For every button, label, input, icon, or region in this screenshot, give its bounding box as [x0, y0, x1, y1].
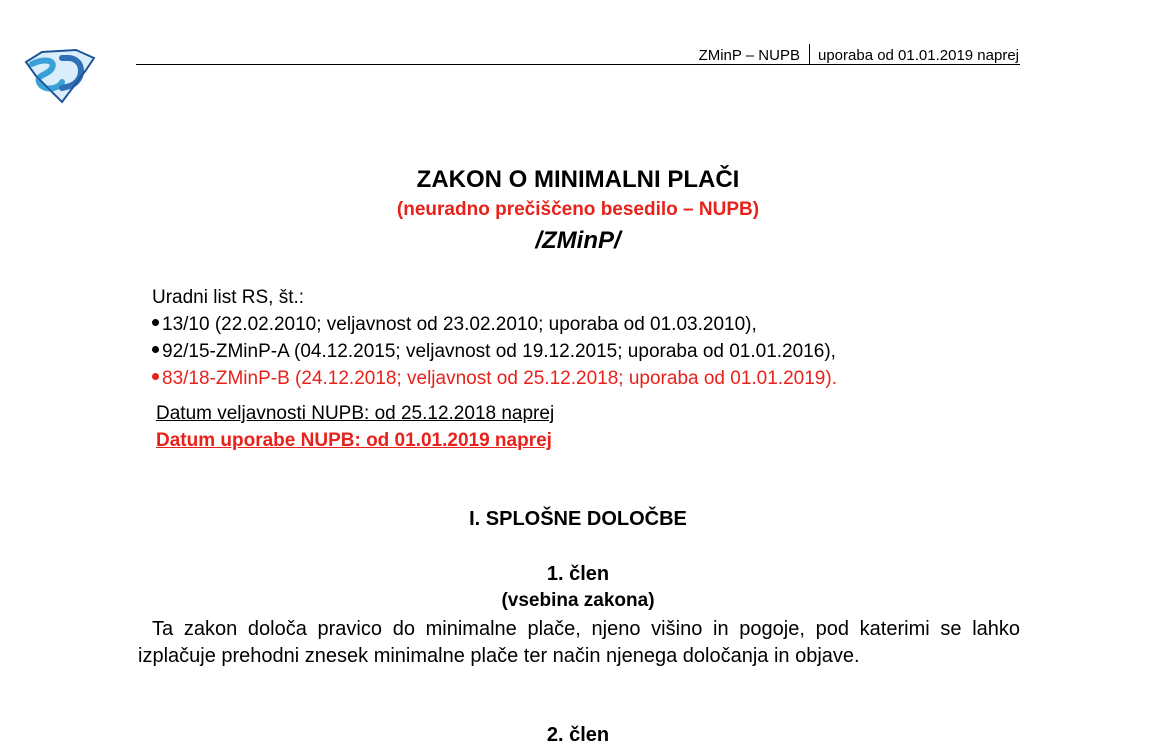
header-rule: [136, 64, 1020, 65]
validity-date: Datum veljavnosti NUPB: od 25.12.2018 naprej: [156, 403, 555, 424]
bullet-icon: [152, 319, 159, 326]
page-header: [699, 44, 1019, 64]
source-item: 13/10 (22.02.2010; veljavnost od 23.02.2010; uporaba od 01.03.2010),: [152, 311, 837, 338]
header-usage-date: uporaba od 01.01.2019 naprej: [817, 47, 1019, 64]
source-item: 92/15-ZMinP-A (04.12.2015; veljavnost od 19.12.2015; uporaba od 01.01.2016),: [152, 338, 837, 365]
article-2-number: 2. člen: [546, 724, 610, 746]
article-1-number: 1. člen: [546, 563, 610, 585]
source-item-current: 83/18-ZMinP-B (24.12.2018; veljavnost od 25.12.2018; uporaba od 01.01.2019).: [152, 365, 837, 392]
article-1-subtitle: (vsebina zakona): [501, 590, 655, 611]
official-gazette-sources: [152, 284, 837, 392]
sd-shield-logo-icon: [22, 46, 96, 104]
header-separator: [809, 44, 810, 64]
section-title: I. SPLOŠNE DOLOČBE: [469, 508, 687, 530]
document-subtitle: (neuradno prečiščeno besedilo – NUPB): [396, 199, 760, 220]
bullet-icon: [152, 373, 159, 380]
usage-date: Datum uporabe NUPB: od 01.01.2019 naprej: [156, 430, 552, 451]
document-abbreviation: /ZMinP/: [535, 227, 621, 254]
bullet-icon: [152, 346, 159, 353]
article-1-text: Ta zakon določa pravico do minimalne plače, njeno višino in pogoje, pod katerimi se lahko izplačuje prehodni znesek minimalne plače ter način njenega določanja in objave.: [138, 618, 1020, 667]
sources-intro: Uradni list RS, št.:: [152, 287, 305, 308]
header-law-abbr: ZMinP – NUPB: [698, 47, 800, 64]
document-title: ZAKON O MINIMALNI PLAČI: [416, 166, 740, 193]
